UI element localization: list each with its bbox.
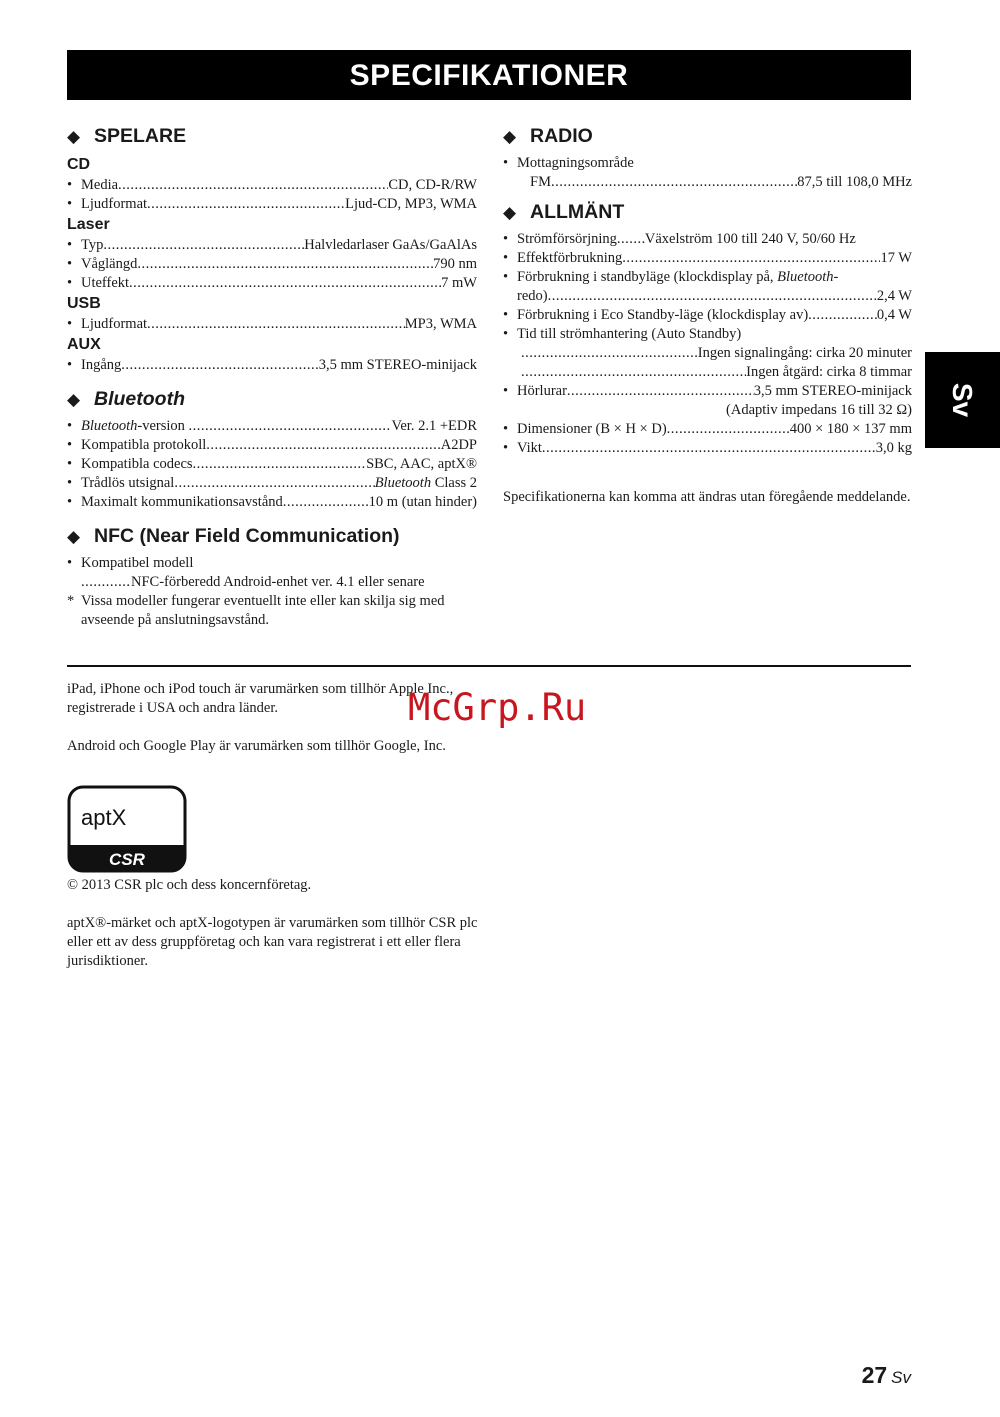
nfc-footnote: * Vissa modeller fungerar eventuellt inte eller kan skilja sig med avseende på anslutningsavstånd.: [67, 593, 445, 628]
subheading-cd: CD: [67, 156, 91, 173]
diamond-icon: ◆: [67, 390, 81, 409]
spec-row-headphones: • Hörlurar ..... 3,5 mm STEREO-minijack: [503, 382, 912, 401]
spec-row-power-consumption: • Effektförbrukning ..... 17 W: [503, 249, 912, 268]
spec-row-nfc-model: • Kompatibel modell: [67, 555, 194, 571]
spec-row-aux-input: • Ingång ..... 3,5 mm STEREO-minijack: [67, 356, 477, 375]
spec-row-bt-protocol: • Kompatibla protokoll ..... A2DP: [67, 436, 477, 455]
page-number: [862, 1362, 911, 1389]
spec-row-weight: • Vikt ..... 3,0 kg: [503, 439, 912, 458]
page-title: SPECIFIKATIONER: [349, 59, 629, 92]
spec-change-note: Specifikationerna kan komma att ändras utan föregående meddelande.: [503, 489, 911, 505]
apple-trademark-note: iPad, iPhone och iPod touch är varumärken som tillhör Apple Inc., registrerade i USA och andra länder.: [67, 681, 454, 716]
spec-row-radio-fm: FM ..... 87,5 till 108,0 MHz: [503, 173, 912, 192]
section-heading-spelare: ◆ SPELARE: [67, 122, 477, 151]
csr-copyright: © 2013 CSR plc och dess koncernföretag.: [67, 877, 312, 893]
subheading-usb: USB: [67, 295, 101, 312]
language-tab-label: Sv: [947, 382, 979, 418]
aptx-trademark-note: aptX®-märket och aptX-logotypen är varumärken som tillhör CSR plc eller ett av dess gruppföretag och kan vara registrerat i ett eller flera jurisdiktioner.: [67, 915, 478, 969]
spec-row-auto-standby-action: ..... Ingen åtgärd: cirka 8 timmar: [503, 363, 912, 382]
page-number-value: 27: [861, 1362, 888, 1388]
spec-row-bt-version: • Bluetooth-version ..... Ver. 2.1 +EDR: [67, 417, 477, 436]
diamond-icon: ◆: [503, 203, 517, 222]
spec-row-standby-value: redo) ..... 2,4 W: [503, 287, 912, 306]
spec-row-bt-codecs: • Kompatibla codecs ..... SBC, AAC, aptX®: [67, 455, 477, 474]
spec-row-power-supply: • Strömförsörjning ..... Växelström 100 till 240 V, 50/60 Hz: [503, 230, 912, 249]
page-title-banner: [67, 50, 911, 100]
section-heading-allmant: ◆ ALLMÄNT: [503, 198, 912, 227]
spec-row-radio-range: • Mottagningsområde: [503, 155, 634, 171]
spec-row-laser-wavelength: • Våglängd ..... 790 nm: [67, 255, 477, 274]
right-column: [503, 122, 912, 507]
subheading-aux: AUX: [67, 336, 101, 353]
language-tab: [925, 352, 1000, 448]
spec-row-standby: • Förbrukning i standbyläge (klockdisplay på, Bluetooth-: [503, 269, 839, 285]
diamond-icon: ◆: [67, 127, 81, 146]
spec-row-auto-standby-signal: ..... Ingen signalingång: cirka 20 minuter: [503, 344, 912, 363]
diamond-icon: ◆: [67, 527, 81, 546]
spec-row-auto-standby: • Tid till strömhantering (Auto Standby): [503, 326, 742, 342]
page-language: Sv: [891, 1368, 911, 1387]
spec-row-laser-output: • Uteffekt ..... 7 mW: [67, 274, 477, 293]
spec-row-nfc-model-value: ..... NFC-förberedd Android-enhet ver. 4.1 eller senare: [67, 573, 477, 592]
logo-csr-text: CSR: [109, 850, 145, 869]
subheading-laser: Laser: [67, 216, 110, 233]
spec-row-eco-standby: • Förbrukning i Eco Standby-läge (klockdisplay av) ..... 0,4 W: [503, 306, 912, 325]
section-heading-nfc: ◆ NFC (Near Field Communication): [67, 522, 477, 551]
spec-row-usb-format: • Ljudformat ..... MP3, WMA: [67, 315, 477, 334]
logo-aptx-text: aptX: [81, 805, 127, 830]
google-trademark-note: Android och Google Play är varumärken som tillhör Google, Inc.: [67, 738, 446, 754]
spec-row-cd-format: • Ljudformat ..... Ljud-CD, MP3, WMA: [67, 195, 477, 214]
watermark: McGrp.Ru: [408, 686, 587, 729]
spec-row-cd-media: • Media ..... CD, CD-R/RW: [67, 176, 477, 195]
diamond-icon: ◆: [503, 127, 517, 146]
spec-row-dimensions: • Dimensioner (B × H × D) ..... 400 × 180 × 137 mm: [503, 420, 912, 439]
spec-row-laser-type: • Typ ..... Halvledarlaser GaAs/GaAlAs: [67, 236, 477, 255]
aptx-csr-logo: [67, 785, 187, 873]
section-divider: [67, 665, 911, 667]
spec-row-bt-distance: • Maximalt kommunikationsavstånd ..... 10 m (utan hinder): [67, 493, 477, 512]
spec-row-bt-output: • Trådlös utsignal ..... Bluetooth Class 2: [67, 474, 477, 493]
section-heading-radio: ◆ RADIO: [503, 122, 912, 151]
left-column: [67, 122, 477, 630]
section-heading-bluetooth: ◆ Bluetooth: [67, 385, 477, 414]
spec-row-headphones-impedance: (Adaptiv impedans 16 till 32 Ω): [726, 402, 912, 418]
